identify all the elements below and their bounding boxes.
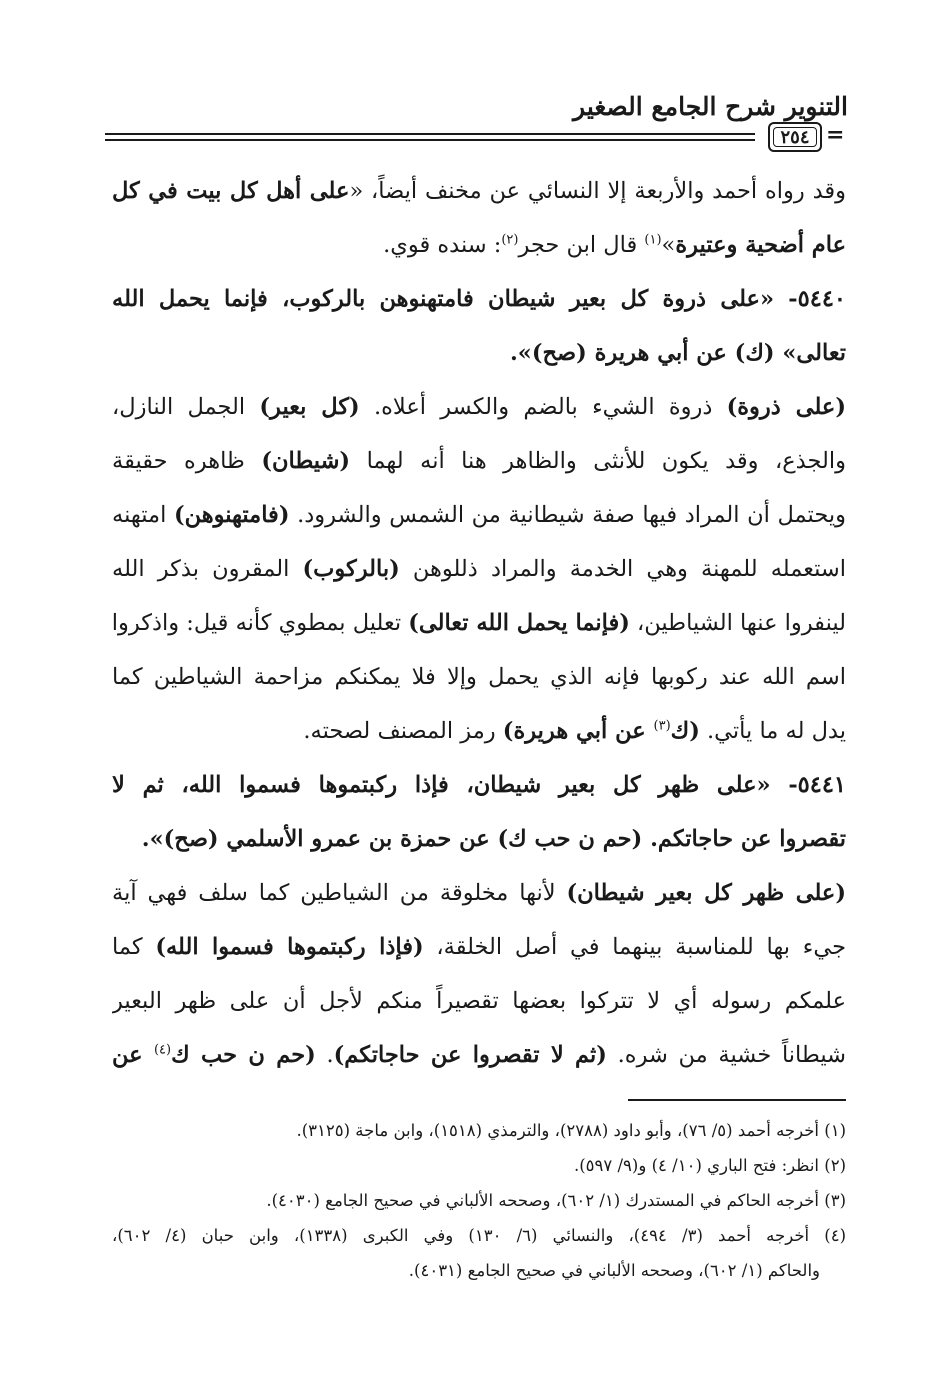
footnote-ref-1[interactable]: (١) — [644, 232, 662, 248]
l7-c: امتهنه — [112, 502, 174, 528]
page-number-text: ٢٥٤ — [780, 126, 810, 148]
l6-a: والجذع، وقد يكون للأنثى والظاهر هنا أنه لهما — [350, 448, 846, 474]
hadith-5440-line-2 — [112, 326, 846, 380]
l17-b: (ثم لا تقصروا عن حاجاتكم) — [333, 1042, 607, 1068]
text-line-6 — [112, 434, 846, 488]
l11-c: عن أبي هريرة) — [502, 718, 654, 744]
l11-b: (ك — [670, 718, 700, 744]
footnote-ref-4[interactable]: (٤) — [153, 1042, 172, 1058]
footnote-4-line-1: (٤) أخرجه أحمد (٣/ ٤٩٤)، والنسائي (٦/ ١٣٠) وفي الكبرى (١٣٣٨)، وابن حبان (٤/ ٦٠٢)، — [112, 1226, 846, 1245]
l15-b: (فإذا ركبتموها فسموا الله) — [155, 934, 424, 960]
l13-a: تقصروا عن حاجاتكم. (حم ن حب ك) عن حمزة بن عمرو الأسلمي (صح)». — [141, 826, 846, 852]
text-line-14 — [112, 866, 846, 920]
footnotes — [112, 1113, 846, 1288]
l8-b: (بالركوب) — [302, 556, 400, 582]
footnote-ref-3[interactable]: (٣) — [653, 718, 671, 734]
l2-d: : سنده قوي. — [383, 232, 502, 258]
text-line-11 — [112, 704, 846, 758]
l8-c: المقرون بذكر الله — [112, 556, 303, 582]
l2-c: قال ابن حجر — [518, 232, 645, 258]
l3-a: ٥٤٤٠- «على ذروة كل بعير شيطان فامتهنوهن بالركوب، فإنما يحمل الله — [112, 286, 846, 312]
l5-a: (على ذروة) — [726, 394, 846, 420]
main-text — [112, 164, 846, 1082]
corner-mark: = — [826, 122, 845, 148]
l14-b: لأنها مخلوقة من الشياطين كما سلف فهي آية — [112, 880, 567, 906]
l2-a: عام أضحية وعتيرة — [675, 232, 846, 258]
footnote-3: (٣) أخرجه الحاكم في المستدرك (١/ ٦٠٢)، وصححه الألباني في صحيح الجامع (٤٠٣٠). — [266, 1191, 846, 1210]
l4-a: تعالى» (ك) عن أبي هريرة (صح)». — [509, 340, 846, 366]
l5-c: (كل بعير) — [259, 394, 360, 420]
l12-a: ٥٤٤١- «على ظهر كل بعير شيطان، فإذا ركبتموها فسموا الله، ثم لا — [112, 772, 846, 798]
l9-b: (فإنما يحمل الله تعالى) — [408, 610, 630, 636]
footnote-4-line-2: والحاكم (١/ ٦٠٢)، وصححه الألباني في صحيح الجامع (٤٠٣١). — [408, 1261, 820, 1280]
l9-c: تعليل بمطوي كأنه قيل: واذكروا — [112, 610, 409, 636]
l17-c: . — [315, 1042, 334, 1068]
running-title: التنوير شرح الجامع الصغير — [573, 92, 848, 121]
text-line-5 — [112, 380, 846, 434]
l2-b: » — [661, 232, 676, 258]
l6-c: ظاهره حقيقة — [112, 448, 262, 474]
l8-a: استعمله للمهنة وهي الخدمة والمراد ذللوهن — [399, 556, 846, 582]
l15-c: كما — [112, 934, 156, 960]
l9-a: لينفروا عنها الشياطين، — [629, 610, 846, 636]
l7-b: (فامتهنوهن) — [173, 502, 290, 528]
footnote-ref-2[interactable]: (٢) — [501, 232, 519, 248]
text-line-17 — [112, 1028, 846, 1082]
text-line-9 — [112, 596, 846, 650]
l17-e: عن — [112, 1042, 154, 1068]
l15-a: جيء بها للمناسبة بينهما في أصل الخلقة، — [423, 934, 846, 960]
footnote-separator — [628, 1099, 846, 1101]
l11-a: يدل له ما يأتي. — [699, 718, 846, 744]
hadith-5441-line-1 — [112, 758, 846, 812]
footnote-1: (١) أخرجه أحمد (٥/ ٧٦)، وأبو داود (٢٧٨٨)، والترمذي (١٥١٨)، وابن ماجة (٣١٢٥). — [296, 1121, 846, 1140]
l5-b: ذروة الشيء بالضم والكسر أعلاه. — [359, 394, 727, 420]
text-line-1 — [112, 164, 846, 218]
l16-a: علمكم رسوله أي لا تتركوا بعضها تقصيراً منكم لأجل أن على ظهر البعير — [112, 988, 846, 1014]
hadith-5441-line-2 — [112, 812, 846, 866]
header-rule-top — [105, 133, 755, 135]
footnote-2: (٢) انظر: فتح الباري (١٠/ ٤) و(٩/ ٥٩٧). — [573, 1156, 846, 1175]
l17-a: شيطاناً خشية من شره. — [606, 1042, 846, 1068]
l1-b: على أهل كل بيت في كل — [112, 178, 350, 204]
text-line-10 — [112, 650, 846, 704]
l17-d: (حم ن حب ك — [171, 1042, 316, 1068]
text-line-7 — [112, 488, 846, 542]
l14-a: (على ظهر كل بعير شيطان) — [566, 880, 846, 906]
l6-b: (شيطان) — [261, 448, 351, 474]
l7-a: ويحتمل أن المراد فيها صفة شيطانية من الشمس والشرود. — [289, 502, 846, 528]
header-rule-bottom — [105, 139, 755, 141]
hadith-5440-line-1 — [112, 272, 846, 326]
text-line-2 — [112, 218, 846, 272]
l5-d: الجمل النازل، — [112, 394, 260, 420]
l1-a: وقد رواه أحمد والأربعة إلا النسائي عن مخنف أيضاً، « — [349, 178, 846, 204]
l10-a: اسم الله عند ركوبها فإنه الذي يحمل وإلا فلا يمكنكم مزاحمة الشياطين كما — [112, 664, 846, 690]
text-line-15 — [112, 920, 846, 974]
text-line-16 — [112, 974, 846, 1028]
text-line-8 — [112, 542, 846, 596]
l11-d: رمز المصنف لصحته. — [303, 718, 503, 744]
page-number — [768, 122, 822, 152]
